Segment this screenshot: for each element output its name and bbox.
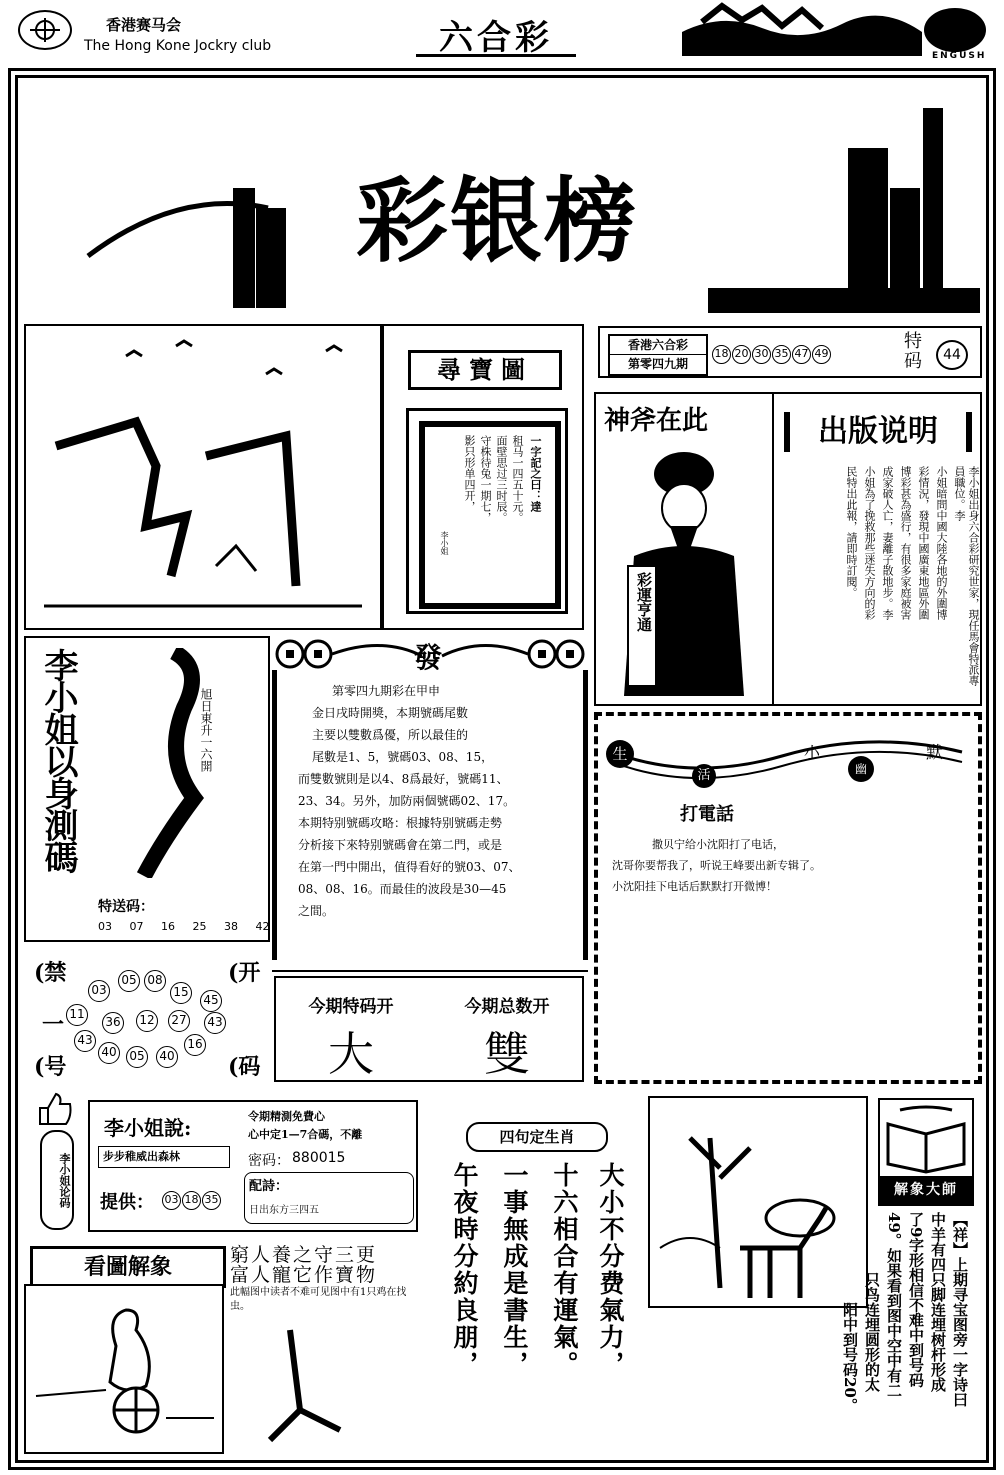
life-line: 沈哥你要帮我了，听说王峰要出新专辑了。 — [612, 859, 821, 872]
result-ball: 30 — [752, 345, 771, 364]
result-ball: 20 — [732, 345, 751, 364]
article-line: 23、34。另外，加防兩個號碼02、17。 — [298, 794, 516, 808]
article-line: 本期特别號碼攻略：根據特别號碼走勢 — [298, 816, 503, 830]
li-says-panel — [24, 1090, 428, 1236]
special-label-right: 今期总数开 — [464, 997, 550, 1017]
ban-label-top: (禁 — [34, 960, 67, 986]
ban-ball: 05 — [118, 970, 140, 992]
li-says-poem-label: 配詩： — [249, 1179, 289, 1194]
results-label-top: 香港六合彩 — [627, 338, 688, 352]
picture-title: 看圖解象 — [30, 1246, 226, 1288]
article-line: 主要以雙數爲優，所以最佳的 — [312, 728, 469, 742]
life-title: 打電話 — [680, 804, 734, 825]
publish-title: 出版说明 — [784, 412, 972, 452]
treasure-panel — [382, 324, 584, 630]
special-label-left: 今期特码开 — [308, 997, 394, 1017]
li-says-offer-label: 提供： — [100, 1192, 154, 1213]
article-line: 之間。 — [298, 904, 335, 918]
li-says-poem-box — [244, 1172, 414, 1224]
publish-col-3: 彩情況，發現中國廣東地區外圍 — [917, 466, 930, 620]
picture-frame — [24, 1284, 224, 1454]
banner-title: 彩银榜 — [356, 167, 639, 275]
results-numbers — [712, 342, 832, 364]
four-lines-title: 四句定生肖 — [466, 1122, 608, 1152]
article-icon: 發 — [414, 641, 443, 674]
article-body — [298, 680, 578, 922]
publish-col-2: 小姐暗問中國大陸各地的外圍博 — [935, 466, 948, 620]
life-body — [612, 834, 972, 897]
ban-ball: 40 — [156, 1046, 178, 1068]
ban-ball: 11 — [66, 1004, 88, 1026]
apple-logo — [924, 8, 986, 52]
li-says-poem: 日出东方三四五 — [249, 1205, 319, 1216]
li-says-tip2: 心中定1—7合碼，不離 — [248, 1128, 363, 1141]
org-name-en: The Hong Kone Jockry club — [84, 38, 272, 54]
horse-illustration — [682, 2, 922, 56]
dream-col-5: 只鸟连埋圆形的太 — [863, 1272, 881, 1392]
ban-ball: 36 — [102, 1012, 124, 1034]
brand-title — [416, 10, 576, 57]
article-line: 第零四九期彩在甲申 — [332, 684, 441, 698]
ban-ball: 27 — [168, 1010, 190, 1032]
ban-ball: 16 — [184, 1034, 206, 1056]
dream-col-3: 了9字形相信不难中到号码 — [907, 1212, 925, 1388]
publish-col-7: 民特出此報，請即時訂閱。 — [845, 466, 858, 598]
article-line: 而雙數號則是以4、8爲最好，號碼11、 — [298, 772, 509, 786]
four-lines-col-1: 大小不分费氣力， — [596, 1162, 625, 1378]
scroll-author: 李小姐 — [440, 531, 449, 555]
offer-ball: 35 — [202, 1191, 221, 1210]
ban-ball: 08 — [144, 970, 166, 992]
li-measure-title: 李小姐以身測碼 — [38, 648, 78, 872]
article-panel — [272, 636, 588, 972]
thumbs-up-icon — [34, 1090, 74, 1126]
ban-open-panel — [28, 952, 268, 1082]
banner-char: 小 — [804, 743, 821, 762]
article-line: 08、08、16。而最佳的波段是30—45 — [298, 882, 507, 896]
ban-ball: 43 — [74, 1030, 96, 1052]
li-says-motto: 步步稚威出森林 — [98, 1146, 230, 1168]
drawing-panel — [24, 324, 382, 630]
dream-title: 解象大師 — [880, 1176, 972, 1204]
li-says-title: 李小姐說: — [104, 1116, 192, 1140]
bird-on-ball — [26, 1286, 222, 1452]
results-label-bottom: 第零四九期 — [610, 354, 706, 373]
li-says-code-label: 密码： — [248, 1153, 290, 1169]
special-total-panel — [274, 976, 584, 1082]
publish-col-4: 博彩甚為盛行，有很多家庭被害 — [899, 466, 912, 620]
special-value-right: 雙 — [484, 1027, 530, 1081]
snake-drawing — [26, 326, 380, 628]
four-lines-col-4: 午夜時分約良朋， — [450, 1162, 479, 1378]
ban-label-mid: 一 — [42, 1012, 65, 1038]
results-label — [608, 334, 708, 376]
publish-col-6: 小姐為了挽救那些迷失方向的彩 — [863, 466, 876, 620]
publish-col-1: 李小姐出身六合彩研究世家，現任馬會特派專員職位。李 — [953, 466, 980, 686]
li-says-code: 880015 — [292, 1150, 346, 1166]
god-panel — [594, 392, 774, 706]
banner-ribbon — [602, 722, 974, 792]
picture-line1: 窮人養之守三更 — [230, 1244, 378, 1266]
life-line: 小沈阳挂下电话后默默打开微博！ — [612, 880, 777, 893]
result-ball: 35 — [772, 345, 791, 364]
result-ball: 47 — [792, 345, 811, 364]
dream-col-2: 中羊有四只脚连埋树杆形成 — [929, 1212, 947, 1392]
god-title: 神斧在此 — [604, 406, 709, 436]
dream-col-4: 49。如果看到图中空中有二 — [885, 1212, 903, 1398]
four-lines-col-2: 十六相合有運氣。 — [550, 1162, 579, 1378]
ban-ball: 12 — [136, 1010, 158, 1032]
life-panel — [594, 712, 982, 1084]
life-line: 撒贝宁给小沈阳打了电话， — [652, 838, 784, 851]
li-says-tip1: 令期精測免費心 — [248, 1110, 325, 1123]
special-send-numbers: 03 07 16 25 38 42 — [98, 920, 270, 933]
ban-ball: 15 — [170, 982, 192, 1004]
open-label-bot: (码 — [228, 1054, 261, 1080]
picture-caption: 此幅图中读者不难可见图中有1只鸡在找虫。 — [230, 1287, 407, 1312]
header — [0, 0, 1004, 68]
banner-char: 幽 — [848, 756, 874, 782]
ban-label-bot: (号 — [34, 1054, 67, 1080]
special-value-left: 大 — [328, 1027, 374, 1081]
language-button[interactable]: ENGUSH — [932, 51, 987, 61]
scroll-col-3: 守株待兔一期七， — [479, 435, 492, 523]
ban-ball: 03 — [88, 980, 110, 1002]
special-label: 特码 — [904, 331, 922, 372]
publish-col-5: 成家破人亡，妻離子散地步。李 — [881, 466, 894, 620]
org-name-cn: 香港赛马会 — [106, 16, 182, 34]
li-says-side: 李小姐论码 — [40, 1130, 74, 1230]
ban-ball: 05 — [126, 1046, 148, 1068]
four-lines-col-3: 一事無成是書生， — [500, 1162, 529, 1378]
banner-char: 默 — [926, 743, 943, 763]
scroll-col-4: 影只形单四开， — [463, 435, 476, 512]
ban-ball: 40 — [98, 1042, 120, 1064]
picture-line2: 富人寵它作寶物 — [230, 1264, 378, 1286]
scroll — [406, 408, 568, 614]
li-measure-panel — [24, 636, 270, 942]
article-line: 金日戌時開獎，本期號碼尾數 — [312, 706, 469, 720]
banner-char: 生 — [606, 740, 634, 768]
result-ball: 49 — [812, 345, 831, 364]
four-lines-panel — [436, 1110, 636, 1450]
special-send-label: 特送码： — [98, 899, 154, 915]
god-banner-text: 彩運亨通 — [635, 572, 653, 632]
banner — [28, 88, 980, 313]
open-book-icon — [880, 1100, 972, 1174]
result-ball: 18 — [712, 345, 731, 364]
scroll-col-2: 面壁思过三时辰。 — [495, 435, 508, 523]
treasure-title: 尋寶圖 — [408, 350, 562, 390]
li-measure-vertical: 旭日東升一六開 — [199, 688, 213, 772]
special-ball: 44 — [936, 340, 968, 370]
banner-char: 活 — [692, 764, 716, 788]
li-says-offer — [162, 1188, 222, 1210]
offer-ball: 03 — [162, 1191, 181, 1210]
jockey-club-logo — [18, 10, 72, 50]
dream-col-6: 阳中到号码20。 — [841, 1302, 859, 1413]
article-line: 尾數是1、5，號碼03、08、15， — [312, 750, 494, 764]
brand-title-text: 六合彩 — [439, 18, 553, 58]
publish-panel — [774, 392, 982, 706]
ban-ball: 43 — [204, 1012, 226, 1034]
dream-body — [820, 1212, 978, 1452]
open-label-top: (开 — [228, 960, 261, 986]
scroll-col-1: 租马一四五十元。 — [511, 435, 524, 523]
offer-ball: 18 — [182, 1191, 201, 1210]
picture-illustration — [230, 1310, 426, 1454]
results-bar — [598, 326, 982, 378]
article-line: 分析接下來特别號碼會在第二門，或是 — [298, 838, 503, 852]
scroll-head: 一字記之曰：達 — [529, 435, 542, 512]
dream-header — [878, 1098, 974, 1206]
li-says-box — [88, 1100, 418, 1232]
dream-col-1: 【祥】上期寻宝图旁一字诗曰 — [951, 1212, 969, 1407]
article-line: 在第一門中開出，值得看好的號03、07、 — [298, 860, 521, 874]
ban-ball: 45 — [200, 990, 222, 1012]
